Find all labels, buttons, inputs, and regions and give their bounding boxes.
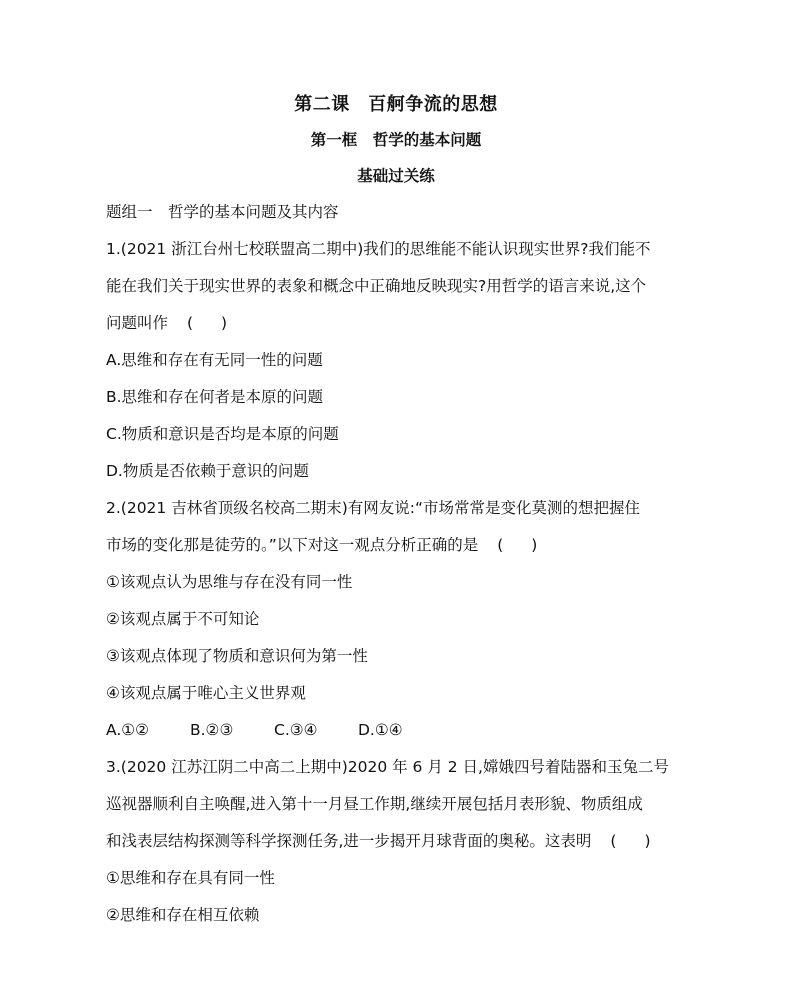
question-1-option-b: B.思维和存在何者是本原的问题 (106, 388, 324, 406)
section-title: 第一框 哲学的基本问题 (310, 131, 482, 149)
question-2-stem-line-1: 2.(2021 吉林省顶级名校高二期末)有网友说:“市场常常是变化莫测的想把握住 (106, 499, 641, 517)
answer-paren-close: ) (531, 536, 538, 554)
question-2-stem-line-2-text: 市场的变化那是徒劳的。”以下对这一观点分析正确的是 (106, 536, 479, 554)
question-2-statement-4: ④该观点属于唯心主义世界观 (106, 684, 306, 702)
question-1-stem-line-3-text: 问题叫作 (106, 314, 169, 332)
question-3-stem-line-2: 巡视器顺利自主唤醒,进入第十一月昼工作期,继续开展包括月表形貌、物质组成 (106, 795, 643, 813)
question-3-statement-1: ①思维和存在具有同一性 (106, 869, 275, 887)
answer-paren-close: ) (221, 314, 228, 332)
question-2-statement-2: ②该观点属于不可知论 (106, 610, 260, 628)
question-3 (106, 749, 686, 860)
exercise-title: 基础过关练 (357, 167, 435, 185)
question-2-statement-1: ①该观点认为思维与存在没有同一性 (106, 573, 353, 591)
question-3-answer-blank (610, 823, 650, 860)
lesson-title: 第二课 百舸争流的思想 (294, 94, 498, 115)
question-2-options (106, 712, 686, 749)
question-2-stem-line-2 (106, 527, 686, 564)
question-3-stem-line-1: 3.(2020 江苏江阴二中高二上期中)2020 年 6 月 2 日,嫦娥四号着陆器和玉兔二号 (106, 758, 669, 776)
answer-paren-open: ( (497, 536, 504, 554)
answer-paren-close: ) (644, 832, 651, 850)
question-2-option-a: A.①② (106, 721, 150, 739)
question-1-option-a: A.思维和存在有无同一性的问题 (106, 351, 323, 369)
question-2-option-d: D.①④ (358, 721, 403, 739)
answer-paren-open: ( (610, 832, 617, 850)
question-2-option-b: B.②③ (190, 721, 234, 739)
question-group-label: 题组一 哲学的基本问题及其内容 (106, 203, 339, 221)
question-2-option-c: C.③④ (274, 721, 318, 739)
question-2-answer-blank (497, 527, 537, 564)
question-2 (106, 490, 686, 564)
question-1-answer-blank (187, 305, 227, 342)
question-1-stem-line-3 (106, 305, 686, 342)
question-3-stem-line-3-text: 和浅表层结构探测等科学探测任务,进一步揭开月球背面的奥秘。这表明 (106, 832, 592, 850)
answer-paren-open: ( (186, 314, 194, 332)
question-3-stem-line-3 (106, 823, 686, 860)
question-1-stem-line-2: 能在我们关于现实世界的表象和概念中正确地反映现实?用哲学的语言来说,这个 (106, 277, 647, 295)
question-1-option-d: D.物质是否依赖于意识的问题 (106, 462, 309, 480)
question-3-statement-2: ②思维和存在相互依赖 (106, 906, 260, 924)
question-1-stem-line-1: 1.(2021 浙江台州七校联盟高二期中)我们的思维能不能认识现实世界?我们能不 (106, 240, 651, 258)
question-1-option-c: C.物质和意识是否均是本原的问题 (106, 425, 339, 443)
question-1 (106, 231, 686, 342)
question-2-statement-3: ③该观点体现了物质和意识何为第一性 (106, 647, 368, 665)
document-content (106, 88, 686, 934)
